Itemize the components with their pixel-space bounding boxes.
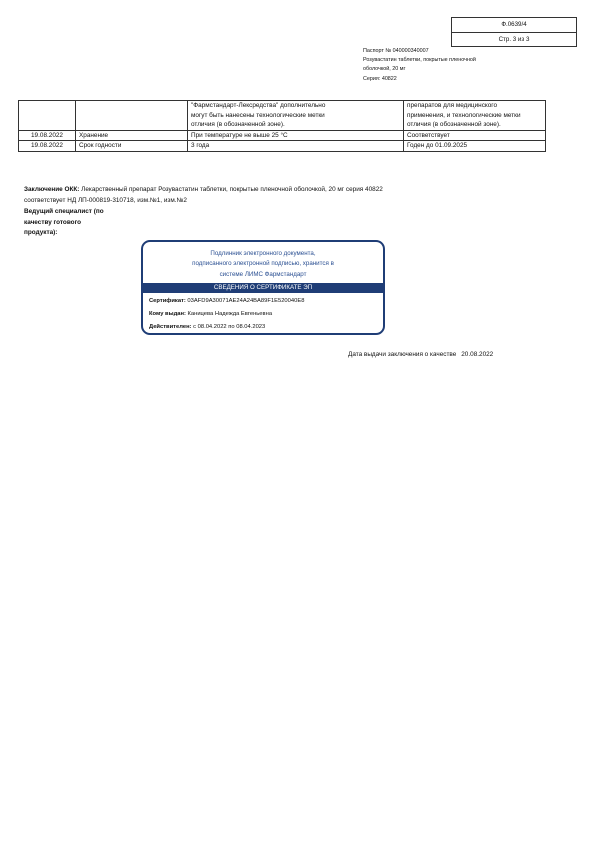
result-line: отличия (в обозначенной зоне). [407, 121, 501, 129]
table-cell-result [404, 101, 546, 131]
stamp-header [143, 242, 383, 283]
test-results-table [18, 100, 546, 152]
requirement-line: "Фармстандарт-Лексредства" дополнительно [191, 102, 326, 109]
specialist-line3: продукта): [24, 229, 58, 236]
result-line: препаратов для медицинского [407, 102, 498, 109]
certificate-line [149, 295, 377, 308]
requirement-line: отличия (в обозначенной зоне). [191, 121, 285, 129]
table-cell-requirement [188, 101, 404, 131]
stamp-header-line3: системе ЛИМС Фармстандарт [219, 270, 307, 278]
stamp-details [143, 293, 383, 335]
table-cell-indicator: Хранение [76, 130, 188, 141]
table-cell-requirement: При температуре не выше 25 °С [188, 130, 404, 141]
certificate-value: 03AFD9A30071AE24A24BA89F1E520040E8 [185, 298, 305, 304]
requirement-line: могут быть нанесены технологические метки [191, 111, 325, 119]
validity-label: Действителен: [149, 324, 192, 331]
qc-conclusion [24, 185, 544, 206]
certificate-label: Сертификат: [149, 298, 186, 304]
product-name-line2: оболочкой, 20 мг [363, 66, 406, 73]
passport-number: Паспорт № 040000340007 [363, 48, 429, 54]
result-line: применения, и технологические метки [407, 111, 521, 119]
table-row [19, 130, 546, 141]
stamp-header-line2: подписанного электронной подписью, хранится в [192, 260, 334, 268]
table-cell-indicator [76, 101, 188, 131]
specialist-label [24, 207, 124, 239]
table-row [19, 141, 546, 152]
table-cell-date: 19.08.2022 [19, 141, 76, 152]
stamp-certificate-bar: СВЕДЕНИЯ О СЕРТИФИКАТЕ ЭП [143, 283, 383, 293]
table-cell-requirement: 3 года [188, 141, 404, 152]
e-signature-stamp [141, 240, 385, 335]
issued-to-line [149, 308, 377, 321]
table-cell-result: Годен до 01.09.2025 [404, 141, 546, 152]
specialist-line1: Ведущий специалист (по [24, 208, 104, 215]
page-number: Стр. 3 из 3 [452, 32, 576, 47]
issue-date-value: 20.08.2022 [461, 351, 494, 358]
series: Серия: 40822 [363, 75, 397, 82]
table-cell-date: 19.08.2022 [19, 130, 76, 141]
specialist-line2: качеству готового [24, 218, 82, 226]
passport-block [363, 47, 553, 84]
conclusion-label: Заключение ОКК: [24, 186, 80, 193]
validity-value: с 08.04.2022 по 08.04.2023 [191, 324, 266, 331]
form-code-box [451, 17, 577, 47]
issue-date [348, 351, 493, 358]
conclusion-text-line1: Лекарственный препарат Розувастатин таблетки, покрытые пленочной оболочкой, 20 мг серия 40822 [79, 186, 383, 193]
table-cell-date [19, 101, 76, 131]
table-cell-indicator: Срок годности [76, 141, 188, 152]
product-name-line1: Розувастатин таблетки, покрытые пленочной [363, 57, 476, 64]
table-cell-result: Соответствует [404, 130, 546, 141]
table-row [19, 101, 546, 131]
issue-date-label: Дата выдачи заключения о качестве [348, 351, 457, 358]
stamp-header-line1: Подлинник электронного документа, [210, 250, 316, 257]
conclusion-text-line2: соответствует НД ЛП-000819-310718, изм.№1, изм.№2 [24, 196, 187, 204]
issued-to-value: Каницева Надежда Евгеньевна [185, 311, 273, 318]
issued-to-label: Кому выдан: [149, 311, 186, 318]
validity-line [149, 321, 377, 334]
form-code: Ф.0639/4 [501, 21, 527, 28]
